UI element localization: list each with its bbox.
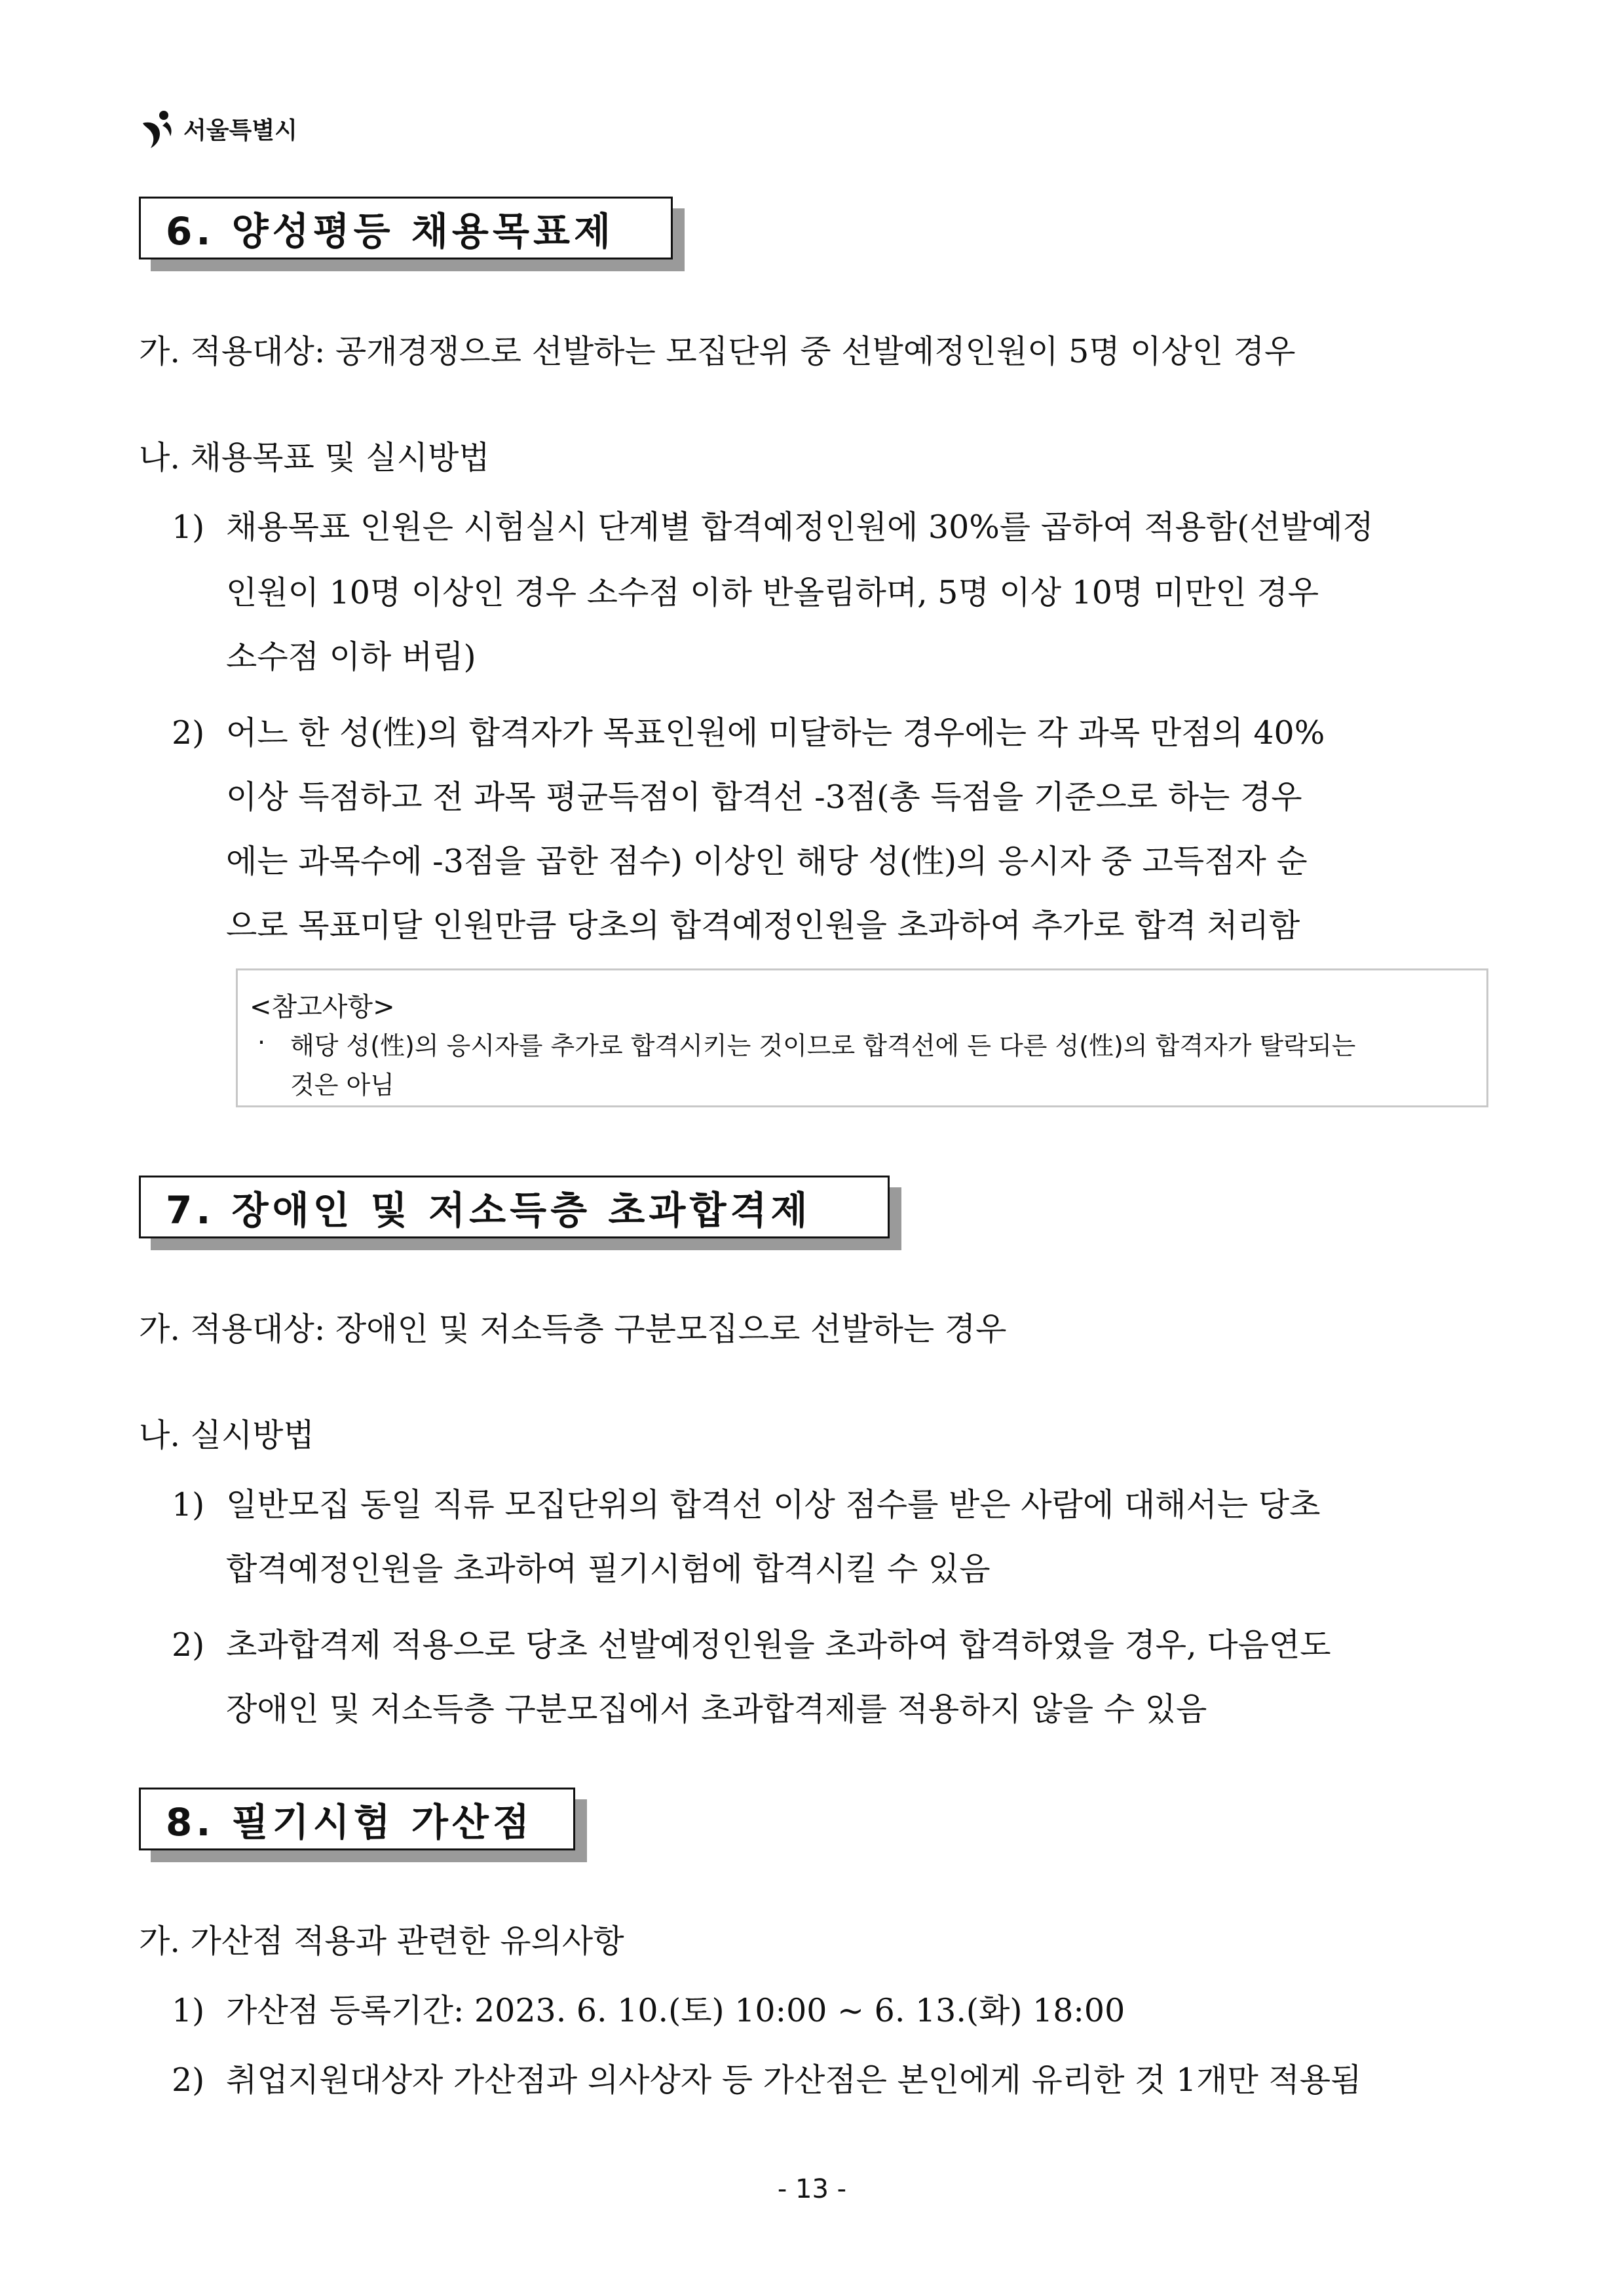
section-6-item-1-line-3: 소수점 이하 버림): [226, 638, 476, 676]
section-6-item-1-line-1: 채용목표 인원은 시험실시 단계별 합격예정인원에 30%를 곱하여 적용함(선발예정: [226, 508, 1374, 546]
section-7-item-1-line-1: 일반모집 동일 직류 모집단위의 합격선 이상 점수를 받은 사람에 대해서는 당초: [226, 1486, 1321, 1523]
section-8-item-1-line-1: 가산점 등록기간: 2023. 6. 10.(토) 10:00 ~ 6. 13.(화) 18:00: [226, 1992, 1125, 2029]
section-6-item-1-line-2: 인원이 10명 이상인 경우 소수점 이하 반올림하며, 5명 이상 10명 미만인 경우: [226, 574, 1319, 611]
note-bullet: ·: [257, 1028, 266, 1057]
section-6-item-2-line-2: 이상 득점하고 전 과목 평균득점이 합격선 -3점(총 득점을 기준으로 하는 경우: [226, 778, 1302, 816]
section-8-notes-heading: 가. 가산점 적용과 관련한 유의사항: [139, 1923, 624, 1960]
section-6-title: [139, 197, 673, 259]
note-title: <참고사항>: [250, 992, 395, 1022]
section-6-target: 가. 적용대상: 공개경쟁으로 선발하는 모집단위 중 선발예정인원이 5명 이상인 경우: [139, 333, 1296, 370]
section-6-item-1-number: 1): [172, 508, 205, 546]
section-7-item-1-number: 1): [172, 1486, 205, 1523]
header-logo: [138, 105, 297, 152]
note-line-2: 것은 아님: [290, 1071, 394, 1100]
seoul-logo-icon: [138, 107, 179, 149]
reference-note-box: [236, 968, 1488, 1107]
section-6-item-2-line-4: 으로 목표미달 인원만큼 당초의 합격예정인원을 초과하여 추가로 합격 처리함: [226, 907, 1300, 944]
section-8-item-2-line-1: 취업지원대상자 가산점과 의사상자 등 가산점은 본인에게 유리한 것 1개만 적용됨: [226, 2061, 1362, 2099]
section-8-item-2-number: 2): [172, 2061, 205, 2099]
section-6-item-2-line-1: 어느 한 성(性)의 합격자가 목표인원에 미달하는 경우에는 각 과목 만점의 40%: [226, 714, 1325, 752]
page-number: - 13 -: [777, 2174, 847, 2204]
section-7-method-heading: 나. 실시방법: [139, 1417, 314, 1454]
section-8-title-text: 8. 필기시험 가산점: [166, 1800, 533, 1845]
section-7-item-2-line-1: 초과합격제 적용으로 당초 선발예정인원을 초과하여 합격하였을 경우, 다음연도: [226, 1626, 1331, 1664]
section-7-title-text: 7. 장애인 및 저소득층 초과합격제: [166, 1188, 812, 1233]
section-6-item-2-number: 2): [172, 714, 205, 752]
section-7-item-1-line-2: 합격예정인원을 초과하여 필기시험에 합격시킬 수 있음: [226, 1550, 991, 1588]
section-6-method-heading: 나. 채용목표 및 실시방법: [139, 439, 490, 476]
logo-text: 서울특별시: [183, 117, 297, 144]
section-6-title-text: 6. 양성평등 채용목표제: [166, 209, 615, 254]
section-6-item-2-line-3: 에는 과목수에 -3점을 곱한 점수) 이상인 해당 성(性)의 응시자 중 고득점자 순: [226, 843, 1308, 880]
note-line-1: 해당 성(性)의 응시자를 추가로 합격시키는 것이므로 합격선에 든 다른 성(性)의 합격자가 탈락되는: [290, 1031, 1356, 1060]
section-7-item-2-line-2: 장애인 및 저소득층 구분모집에서 초과합격제를 적용하지 않을 수 있음: [226, 1691, 1207, 1728]
section-7-title: [139, 1176, 890, 1238]
section-8-title: [139, 1788, 575, 1850]
section-7-target: 가. 적용대상: 장애인 및 저소득층 구분모집으로 선발하는 경우: [139, 1311, 1007, 1348]
section-8-item-1-number: 1): [172, 1992, 205, 2029]
section-7-item-2-number: 2): [172, 1626, 205, 1664]
